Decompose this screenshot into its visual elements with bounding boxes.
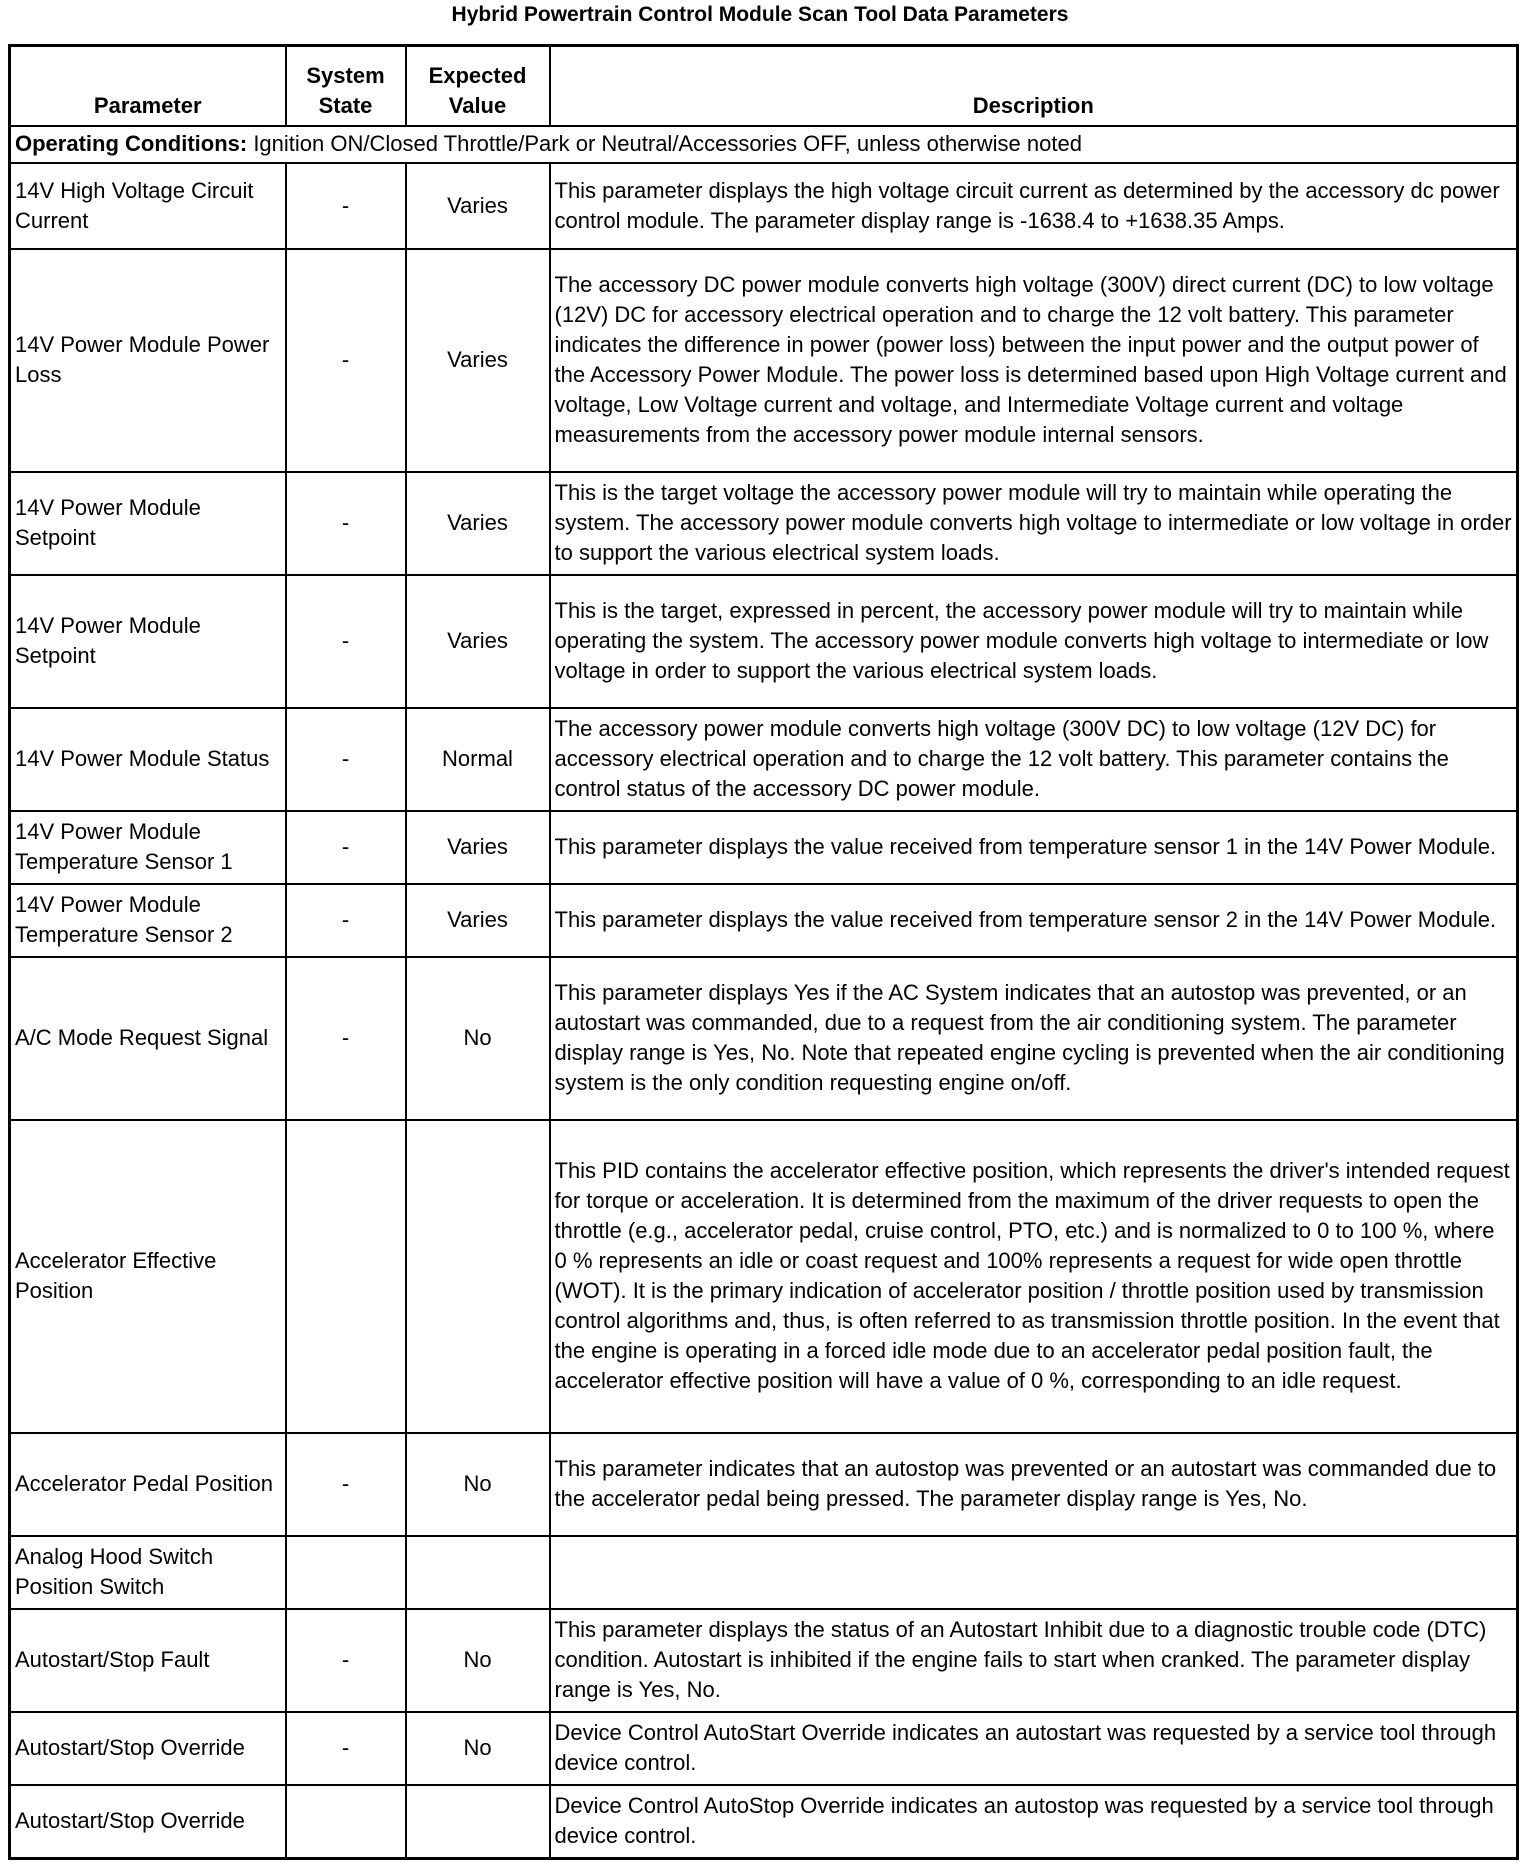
description-cell: This parameter displays the high voltage circuit current as determined by the accessory dc power control module. The parameter display range is -1638.4 to +1638.35 Amps. <box>550 163 1518 249</box>
description-cell: The accessory DC power module converts high voltage (300V) direct current (DC) to low voltage (12V) DC for accessory electrical operation and to charge the 12 volt battery. This parameter indicates the difference in power (power loss) between the input power and the output power of the Accessory Power Module. The power loss is determined based upon High Voltage current and voltage, Low Voltage current and voltage, and Intermediate Voltage current and voltage measurements from the accessory power module internal sensors. <box>550 249 1518 472</box>
description-cell: The accessory power module converts high voltage (300V DC) to low voltage (12V DC) for accessory electrical operation and to charge the 12 volt battery. This parameter contains the control status of the accessory DC power module. <box>550 708 1518 811</box>
system-state-cell: - <box>286 884 406 957</box>
table-row <box>10 1536 1518 1609</box>
description-cell: This parameter displays the status of an Autostart Inhibit due to a diagnostic trouble code (DTC) condition. Autostart is inhibited if the engine fails to start when cranked. The parameter display range is Yes, No. <box>550 1609 1518 1712</box>
system-state-cell: - <box>286 1609 406 1712</box>
system-state-cell: - <box>286 811 406 884</box>
table-row <box>10 163 1518 249</box>
parameter-cell: Accelerator Effective Position <box>10 1120 286 1433</box>
table-row <box>10 575 1518 708</box>
expected-value-cell: No <box>406 1712 550 1785</box>
parameter-cell: Autostart/Stop Fault <box>10 1609 286 1712</box>
header-description: Description <box>550 46 1518 127</box>
table-row <box>10 708 1518 811</box>
system-state-cell: - <box>286 708 406 811</box>
parameter-cell: 14V Power Module Setpoint <box>10 472 286 575</box>
system-state-cell: - <box>286 1712 406 1785</box>
parameter-cell: Autostart/Stop Override <box>10 1712 286 1785</box>
table-row <box>10 884 1518 957</box>
expected-value-cell <box>406 1120 550 1433</box>
expected-value-cell: Varies <box>406 249 550 472</box>
expected-value-cell: No <box>406 957 550 1120</box>
system-state-cell <box>286 1536 406 1609</box>
parameter-cell: 14V Power Module Setpoint <box>10 575 286 708</box>
operating-conditions-row <box>10 126 1518 163</box>
description-cell: Device Control AutoStop Override indicates an autostop was requested by a service tool through device control. <box>550 1785 1518 1858</box>
table-row <box>10 1785 1518 1858</box>
operating-conditions <box>10 126 1518 163</box>
table-row <box>10 1609 1518 1712</box>
parameter-cell: A/C Mode Request Signal <box>10 957 286 1120</box>
system-state-cell <box>286 1785 406 1858</box>
table-row <box>10 811 1518 884</box>
header-expected-value: Expected Value <box>406 46 550 127</box>
description-cell: Device Control AutoStart Override indicates an autostart was requested by a service tool through device control. <box>550 1712 1518 1785</box>
expected-value-cell <box>406 1536 550 1609</box>
operating-conditions-label: Operating Conditions: <box>15 131 248 156</box>
expected-value-cell: Normal <box>406 708 550 811</box>
description-cell: This parameter displays the value received from temperature sensor 1 in the 14V Power Module. <box>550 811 1518 884</box>
parameter-cell: 14V Power Module Temperature Sensor 1 <box>10 811 286 884</box>
expected-value-cell: Varies <box>406 163 550 249</box>
system-state-cell: - <box>286 957 406 1120</box>
system-state-cell: - <box>286 249 406 472</box>
operating-conditions-text: Ignition ON/Closed Throttle/Park or Neutral/Accessories OFF, unless otherwise noted <box>247 131 1082 156</box>
expected-value-cell: Varies <box>406 472 550 575</box>
system-state-cell <box>286 1120 406 1433</box>
description-cell: This parameter displays Yes if the AC System indicates that an autostop was prevented, or an autostart was commanded, due to a request from the air conditioning system. The parameter display range is Yes, No. Note that repeated engine cycling is prevented when the air conditioning system is the only condition requesting engine on/off. <box>550 957 1518 1120</box>
parameter-cell: 14V High Voltage Circuit Current <box>10 163 286 249</box>
system-state-cell: - <box>286 1433 406 1536</box>
parameter-cell: 14V Power Module Status <box>10 708 286 811</box>
description-cell: This parameter indicates that an autostop was prevented or an autostart was commanded due to the accelerator pedal being pressed. The parameter display range is Yes, No. <box>550 1433 1518 1536</box>
header-parameter: Parameter <box>10 46 286 127</box>
parameter-cell: 14V Power Module Power Loss <box>10 249 286 472</box>
header-row <box>10 46 1518 127</box>
table-row <box>10 1120 1518 1433</box>
page-title: Hybrid Powertrain Control Module Scan Tool Data Parameters <box>451 3 1069 26</box>
system-state-cell: - <box>286 472 406 575</box>
description-cell: This parameter displays the value received from temperature sensor 2 in the 14V Power Module. <box>550 884 1518 957</box>
description-cell: This is the target, expressed in percent, the accessory power module will try to maintain while operating the system. The accessory power module converts high voltage to intermediate or low voltage in order to support the various electrical system loads. <box>550 575 1518 708</box>
parameter-cell: Accelerator Pedal Position <box>10 1433 286 1536</box>
system-state-cell: - <box>286 575 406 708</box>
system-state-cell: - <box>286 163 406 249</box>
expected-value-cell: Varies <box>406 811 550 884</box>
table-row <box>10 1712 1518 1785</box>
expected-value-cell: Varies <box>406 884 550 957</box>
description-cell: This is the target voltage the accessory power module will try to maintain while operating the system. The accessory power module converts high voltage to intermediate or low voltage in order to support the various electrical system loads. <box>550 472 1518 575</box>
description-cell <box>550 1536 1518 1609</box>
parameters-table <box>8 44 1519 1860</box>
table-row <box>10 249 1518 472</box>
expected-value-cell: No <box>406 1609 550 1712</box>
header-system-state: System State <box>286 46 406 127</box>
table-row <box>10 957 1518 1120</box>
expected-value-cell: No <box>406 1433 550 1536</box>
table-row <box>10 1433 1518 1536</box>
table-row <box>10 472 1518 575</box>
expected-value-cell <box>406 1785 550 1858</box>
parameter-cell: Autostart/Stop Override <box>10 1785 286 1858</box>
parameter-cell: Analog Hood Switch Position Switch <box>10 1536 286 1609</box>
description-cell: This PID contains the accelerator effective position, which represents the driver's intended request for torque or acceleration. It is determined from the maximum of the driver requests to open the throttle (e.g., accelerator pedal, cruise control, PTO, etc.) and is normalized to 0 to 100 %, where 0 % represents an idle or coast request and 100% represents a request for wide open throttle (WOT). It is the primary indication of accelerator position / throttle position used by transmission control algorithms and, thus, is often referred to as transmission throttle position. In the event that the engine is operating in a forced idle mode due to an accelerator pedal position fault, the accelerator effective position will have a value of 0 %, corresponding to an idle request. <box>550 1120 1518 1433</box>
parameter-cell: 14V Power Module Temperature Sensor 2 <box>10 884 286 957</box>
expected-value-cell: Varies <box>406 575 550 708</box>
